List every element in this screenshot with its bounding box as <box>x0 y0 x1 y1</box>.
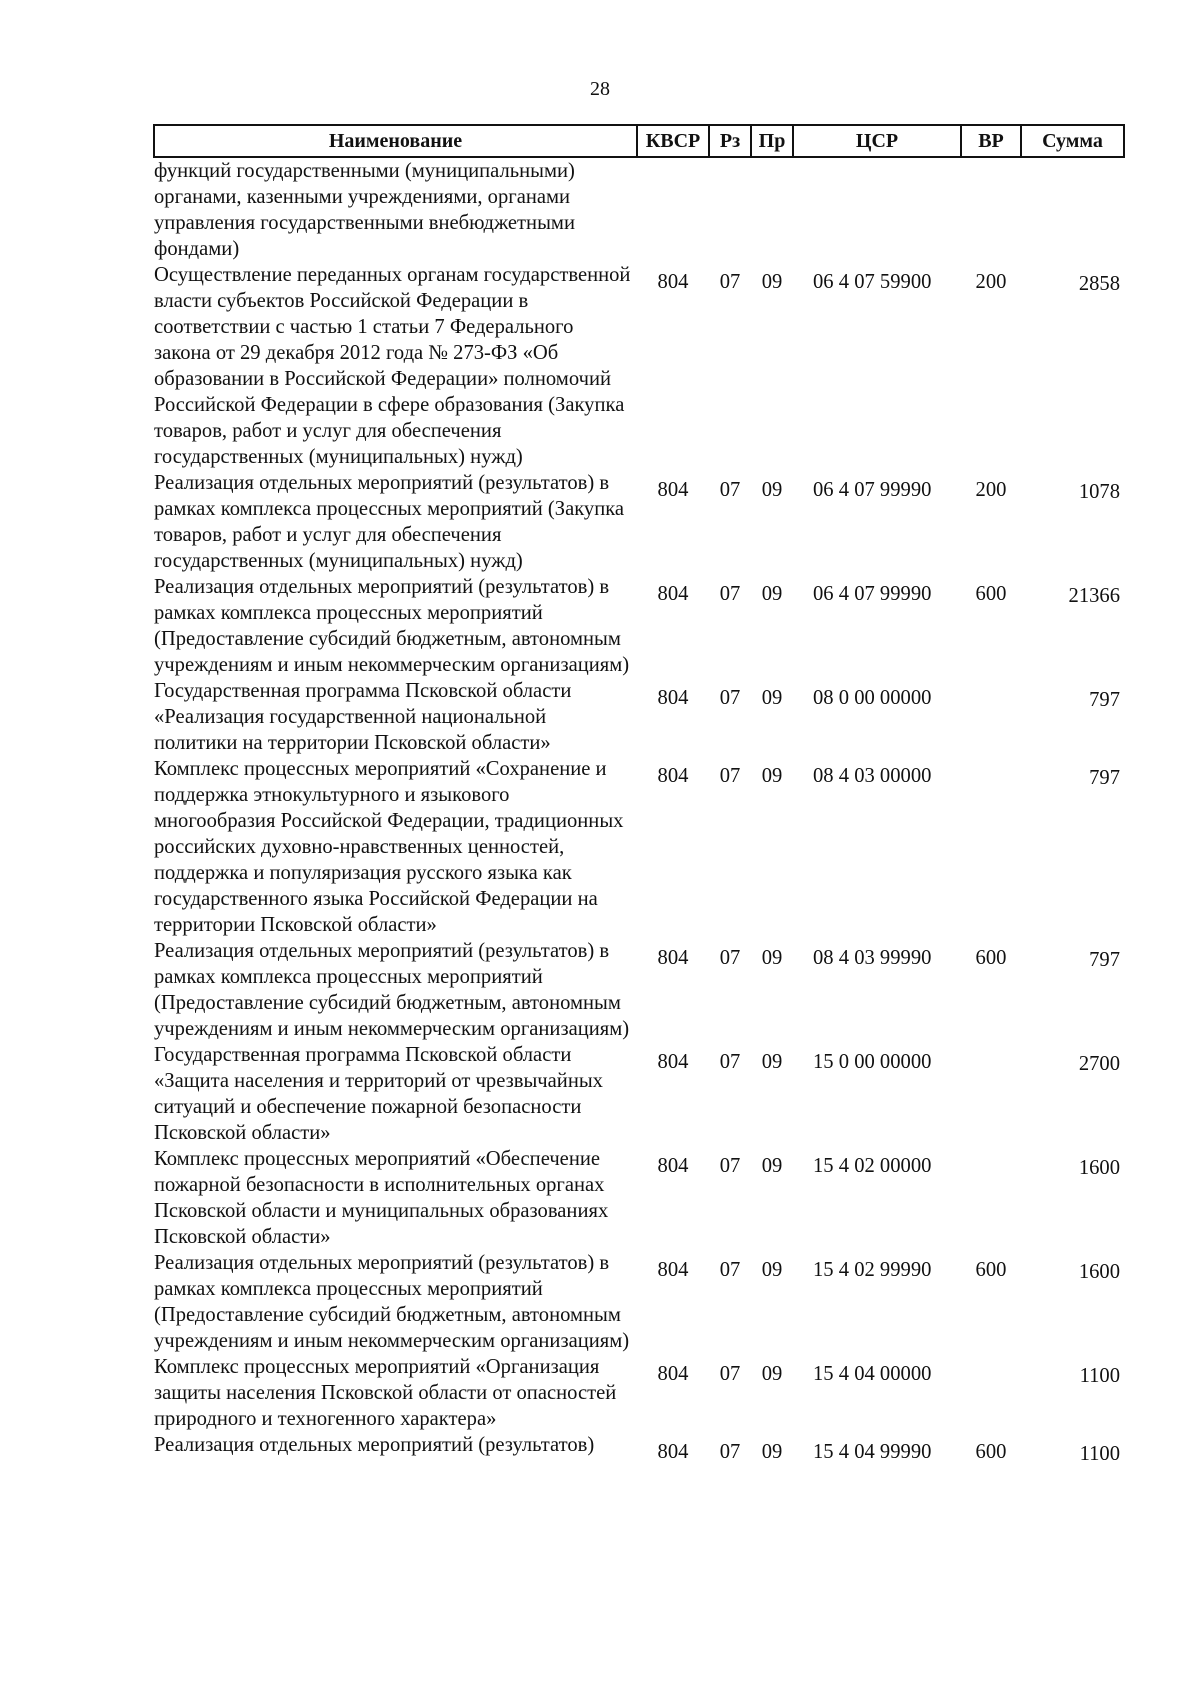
cell-vr <box>961 157 1021 262</box>
cell-name: Реализация отдельных мероприятий (результатов) в рамках комплекса процессных мероприятий (Предоставление субсидий бюджетным, автономным учреждениям и иным некоммерческим организациям) <box>154 1252 630 1352</box>
cell-vr: 200 <box>975 479 1007 501</box>
cell-kvsr: 804 <box>657 1051 689 1073</box>
cell-sum: 797 <box>1089 689 1120 711</box>
cell-csr: 08 4 03 99990 <box>813 947 932 969</box>
header-vr: ВР <box>961 125 1021 157</box>
cell-rz: 07 <box>719 1259 741 1281</box>
cell-vr: 600 <box>975 947 1007 969</box>
cell-csr: 06 4 07 99990 <box>813 479 932 501</box>
table-row <box>154 470 1124 574</box>
cell-name: Комплекс процессных мероприятий «Сохранение и поддержка этнокультурного и языкового многообразия Российской Федерации, традиционных российских духовно-нравственных ценностей, поддержка и популяризация русского языка как государственного языка Российской Федерации на территории Псковской области» <box>154 758 624 936</box>
cell-vr <box>961 678 1021 756</box>
table-row <box>154 938 1124 1042</box>
cell-rz: 07 <box>719 765 741 787</box>
table-row <box>154 1146 1124 1250</box>
cell-sum: 1100 <box>1079 1443 1120 1465</box>
table-row <box>154 1432 1124 1467</box>
table-row <box>154 1354 1124 1432</box>
cell-csr: 15 0 00 00000 <box>813 1051 932 1073</box>
cell-kvsr <box>637 157 709 262</box>
cell-pr: 09 <box>761 583 783 605</box>
cell-name: Комплекс процессных мероприятий «Обеспечение пожарной безопасности в исполнительных органах Псковской области и муниципальных образованиях Псковской области» <box>154 1148 609 1248</box>
cell-vr <box>961 1354 1021 1432</box>
cell-name: Реализация отдельных мероприятий (результатов) в рамках комплекса процессных мероприятий (Закупка товаров, работ и услуг для обеспечения государственных (муниципальных) нужд) <box>154 472 625 572</box>
cell-sum: 2700 <box>1078 1053 1120 1075</box>
cell-kvsr: 804 <box>657 687 689 709</box>
budget-table <box>153 124 1125 1467</box>
cell-kvsr: 804 <box>657 1155 689 1177</box>
cell-rz <box>709 157 751 262</box>
table-row <box>154 157 1124 262</box>
cell-rz: 07 <box>719 1441 741 1463</box>
cell-kvsr: 804 <box>657 1441 689 1463</box>
cell-csr: 08 4 03 00000 <box>813 765 932 787</box>
cell-kvsr: 804 <box>657 583 689 605</box>
header-name: Наименование <box>154 125 637 157</box>
cell-pr: 09 <box>761 1363 783 1385</box>
cell-name: Реализация отдельных мероприятий (результатов) в рамках комплекса процессных мероприятий (Предоставление субсидий бюджетным, автономным учреждениям и иным некоммерческим организациям) <box>154 576 630 676</box>
cell-name: Реализация отдельных мероприятий (результатов) <box>154 1434 595 1456</box>
table-row <box>154 1250 1124 1354</box>
cell-name: Реализация отдельных мероприятий (результатов) в рамках комплекса процессных мероприятий (Предоставление субсидий бюджетным, автономным учреждениям и иным некоммерческим организациям) <box>154 940 630 1040</box>
header-sum: Сумма <box>1021 125 1124 157</box>
header-kvsr: КВСР <box>637 125 709 157</box>
cell-rz: 07 <box>719 1155 741 1177</box>
cell-pr: 09 <box>761 1441 783 1463</box>
cell-csr <box>793 157 961 262</box>
cell-rz: 07 <box>719 1051 741 1073</box>
table-row <box>154 262 1124 470</box>
cell-csr: 08 0 00 00000 <box>813 687 932 709</box>
cell-pr: 09 <box>761 1259 783 1281</box>
cell-csr: 15 4 04 99990 <box>813 1441 932 1463</box>
cell-pr: 09 <box>761 1155 783 1177</box>
cell-pr: 09 <box>761 1051 783 1073</box>
cell-sum: 1600 <box>1078 1261 1120 1283</box>
cell-kvsr: 804 <box>657 271 689 293</box>
cell-kvsr: 804 <box>657 947 689 969</box>
cell-sum: 2858 <box>1078 273 1120 295</box>
cell-pr <box>751 157 793 262</box>
page-number-text: 28 <box>590 78 610 100</box>
header-pr: Пр <box>751 125 793 157</box>
cell-vr <box>961 1146 1021 1250</box>
cell-csr: 15 4 02 99990 <box>813 1259 932 1281</box>
cell-rz: 07 <box>719 583 741 605</box>
cell-vr: 600 <box>975 1441 1007 1463</box>
cell-rz: 07 <box>719 479 741 501</box>
cell-vr: 600 <box>975 1259 1007 1281</box>
cell-csr: 06 4 07 59900 <box>813 271 932 293</box>
cell-sum: 21366 <box>1068 585 1120 607</box>
cell-sum: 1600 <box>1078 1157 1120 1179</box>
cell-sum <box>1021 157 1124 262</box>
cell-kvsr: 804 <box>657 1363 689 1385</box>
cell-pr: 09 <box>761 687 783 709</box>
cell-csr: 15 4 02 00000 <box>813 1155 932 1177</box>
cell-pr: 09 <box>761 947 783 969</box>
cell-name: функций государственными (муниципальными) органами, казенными учреждениями, органами управления государственными внебюджетными фондами) <box>154 160 575 260</box>
cell-rz: 07 <box>719 1363 741 1385</box>
cell-pr: 09 <box>761 765 783 787</box>
table-row <box>154 678 1124 756</box>
cell-sum: 797 <box>1089 949 1120 971</box>
page-number <box>0 78 1200 101</box>
cell-sum: 1078 <box>1078 481 1120 503</box>
cell-kvsr: 804 <box>657 479 689 501</box>
cell-kvsr: 804 <box>657 765 689 787</box>
cell-kvsr: 804 <box>657 1259 689 1281</box>
cell-pr: 09 <box>761 479 783 501</box>
header-rz: Рз <box>709 125 751 157</box>
table-header <box>154 125 1124 157</box>
table-row <box>154 574 1124 678</box>
cell-sum: 797 <box>1089 767 1120 789</box>
cell-name: Комплекс процессных мероприятий «Организация защиты населения Псковской области от опасностей природного и техногенного характера» <box>154 1356 617 1430</box>
cell-vr: 600 <box>975 583 1007 605</box>
cell-vr: 200 <box>975 271 1007 293</box>
cell-sum: 1100 <box>1079 1365 1120 1387</box>
cell-rz: 07 <box>719 271 741 293</box>
cell-name: Государственная программа Псковской области «Реализация государственной национальной политики на территории Псковской области» <box>154 680 572 754</box>
cell-csr: 06 4 07 99990 <box>813 583 932 605</box>
cell-rz: 07 <box>719 947 741 969</box>
cell-pr: 09 <box>761 271 783 293</box>
table-body <box>154 157 1124 1467</box>
table-row <box>154 1042 1124 1146</box>
cell-vr <box>961 1042 1021 1146</box>
cell-vr <box>961 756 1021 938</box>
table-row <box>154 756 1124 938</box>
cell-name: Осуществление переданных органам государственной власти субъектов Российской Федерации в соответствии с частью 1 статьи 7 Федерального закона от 29 декабря 2012 года № 273-ФЗ «Об образовании в Российской Федерации» полномочий Российской Федерации в сфере образования (Закупка товаров, работ и услуг для обеспечения государственных (муниципальных) нужд) <box>154 264 631 468</box>
cell-csr: 15 4 04 00000 <box>813 1363 932 1385</box>
budget-table-container <box>153 124 1123 1467</box>
cell-rz: 07 <box>719 687 741 709</box>
cell-name: Государственная программа Псковской области «Защита населения и территорий от чрезвычайных ситуаций и обеспечение пожарной безопасности Псковской области» <box>154 1044 603 1144</box>
header-csr: ЦСР <box>793 125 961 157</box>
